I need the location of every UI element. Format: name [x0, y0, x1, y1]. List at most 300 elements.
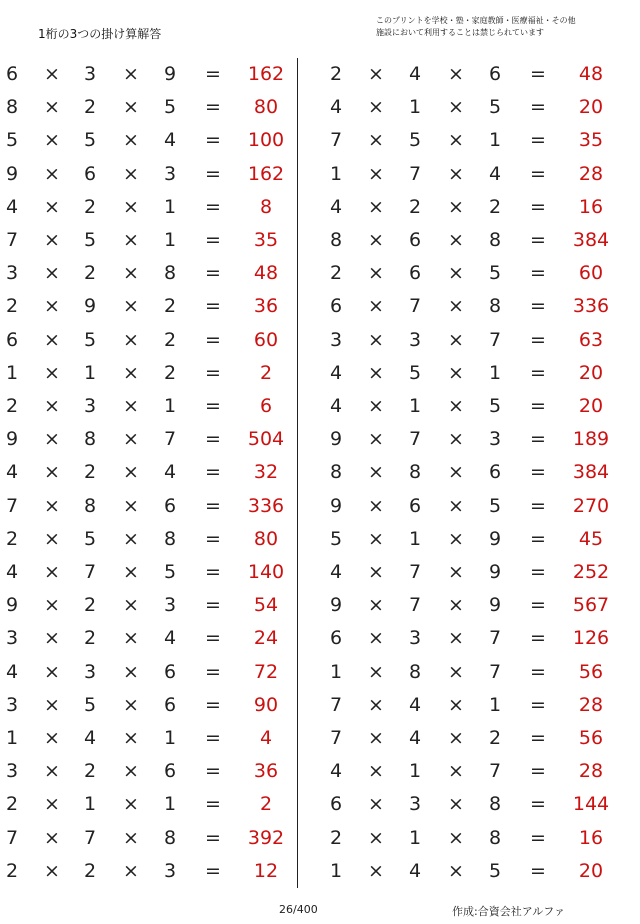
equals-sign: = [530, 96, 546, 119]
operand-c: 7 [489, 328, 502, 351]
operand-c: 9 [489, 561, 502, 583]
multiply-sign: × [44, 428, 60, 451]
operand-c: 7 [164, 428, 177, 451]
answer: 56 [578, 727, 604, 749]
answer: 384 [572, 461, 610, 484]
operand-b: 3 [84, 395, 97, 417]
multiply-sign: × [368, 162, 384, 185]
equals-sign: = [530, 594, 546, 617]
equals-sign: = [530, 162, 546, 185]
answer: 80 [253, 527, 279, 550]
answer: 2 [259, 793, 273, 816]
multiply-sign: × [368, 693, 384, 716]
operand-a: 4 [330, 395, 343, 417]
equals-sign: = [205, 727, 221, 749]
operand-b: 5 [84, 693, 97, 716]
multiply-sign: × [368, 395, 384, 417]
multiply-sign: × [448, 63, 464, 85]
answer: 384 [572, 229, 610, 251]
answer: 12 [253, 859, 279, 882]
operand-c: 3 [164, 859, 177, 882]
equals-sign: = [205, 561, 221, 583]
multiply-sign: × [368, 428, 384, 451]
operand-c: 1 [489, 129, 502, 152]
problem-row [0, 390, 640, 423]
multiply-sign: × [123, 826, 139, 849]
operand-c: 4 [164, 627, 177, 650]
operand-c: 5 [489, 395, 502, 417]
equals-sign: = [530, 494, 546, 517]
equals-sign: = [205, 96, 221, 119]
problem-row [0, 822, 640, 855]
operand-a: 3 [330, 328, 343, 351]
operand-c: 3 [489, 428, 502, 451]
answer: 35 [253, 229, 279, 251]
usage-notice-line-2: 施設において利用することは禁じられています [376, 28, 544, 37]
multiply-sign: × [448, 461, 464, 484]
multiply-sign: × [123, 660, 139, 683]
answer: 16 [578, 195, 604, 218]
multiply-sign: × [368, 262, 384, 285]
operand-a: 6 [6, 328, 19, 351]
problem-row [0, 622, 640, 655]
operand-c: 8 [489, 826, 502, 849]
multiply-sign: × [123, 494, 139, 517]
multiply-sign: × [123, 295, 139, 318]
operand-c: 5 [489, 494, 502, 517]
answer: 567 [572, 594, 610, 617]
operand-c: 4 [164, 129, 177, 152]
operand-a: 4 [6, 461, 19, 484]
multiply-sign: × [448, 627, 464, 650]
operand-a: 7 [330, 727, 343, 749]
operand-c: 8 [164, 826, 177, 849]
operand-c: 5 [489, 859, 502, 882]
multiply-sign: × [44, 627, 60, 650]
equals-sign: = [205, 693, 221, 716]
operand-c: 3 [164, 162, 177, 185]
operand-b: 1 [409, 395, 422, 417]
equals-sign: = [530, 63, 546, 85]
multiply-sign: × [44, 826, 60, 849]
operand-a: 2 [6, 395, 19, 417]
multiply-sign: × [448, 826, 464, 849]
equals-sign: = [530, 527, 546, 550]
operand-c: 5 [489, 262, 502, 285]
multiply-sign: × [123, 328, 139, 351]
equals-sign: = [205, 262, 221, 285]
multiply-sign: × [448, 527, 464, 550]
multiply-sign: × [123, 63, 139, 85]
operand-c: 6 [164, 693, 177, 716]
worksheet-title: 1桁の3つの掛け算解答 [38, 27, 162, 41]
operand-a: 9 [6, 428, 19, 451]
answer: 28 [578, 760, 604, 783]
problem-row [0, 656, 640, 689]
operand-b: 3 [409, 627, 422, 650]
operand-a: 3 [6, 693, 19, 716]
multiply-sign: × [368, 229, 384, 251]
operand-a: 6 [330, 295, 343, 318]
operand-a: 6 [6, 63, 19, 85]
answer: 126 [572, 627, 610, 650]
operand-c: 6 [489, 63, 502, 85]
multiply-sign: × [368, 361, 384, 384]
operand-c: 1 [164, 793, 177, 816]
equals-sign: = [530, 727, 546, 749]
multiply-sign: × [44, 859, 60, 882]
operand-b: 7 [409, 428, 422, 451]
operand-c: 5 [164, 96, 177, 119]
operand-b: 6 [409, 229, 422, 251]
multiply-sign: × [123, 96, 139, 119]
operand-b: 7 [409, 162, 422, 185]
multiply-sign: × [123, 428, 139, 451]
problem-row [0, 855, 640, 888]
multiply-sign: × [123, 229, 139, 251]
answer: 24 [253, 627, 279, 650]
operand-a: 1 [6, 361, 19, 384]
multiply-sign: × [123, 461, 139, 484]
operand-c: 2 [164, 361, 177, 384]
operand-b: 2 [84, 859, 97, 882]
multiply-sign: × [44, 527, 60, 550]
operand-a: 2 [6, 859, 19, 882]
operand-c: 7 [489, 660, 502, 683]
multiply-sign: × [123, 727, 139, 749]
operand-c: 2 [164, 295, 177, 318]
problem-row [0, 755, 640, 788]
multiply-sign: × [368, 63, 384, 85]
multiply-sign: × [448, 660, 464, 683]
operand-a: 3 [6, 760, 19, 783]
operand-b: 7 [409, 295, 422, 318]
operand-c: 7 [489, 627, 502, 650]
answer: 36 [253, 760, 279, 783]
operand-c: 2 [164, 328, 177, 351]
equals-sign: = [530, 295, 546, 318]
answer: 35 [578, 129, 604, 152]
operand-b: 2 [409, 195, 422, 218]
operand-c: 8 [489, 793, 502, 816]
operand-b: 1 [409, 760, 422, 783]
operand-b: 5 [84, 527, 97, 550]
operand-b: 2 [84, 760, 97, 783]
problem-row [0, 556, 640, 589]
operand-b: 1 [409, 826, 422, 849]
operand-c: 8 [164, 262, 177, 285]
multiply-sign: × [448, 195, 464, 218]
operand-b: 4 [409, 693, 422, 716]
operand-b: 4 [409, 63, 422, 85]
operand-c: 1 [489, 693, 502, 716]
problem-row [0, 91, 640, 124]
usage-notice [376, 15, 576, 39]
multiply-sign: × [448, 395, 464, 417]
answer: 60 [253, 328, 279, 351]
equals-sign: = [530, 693, 546, 716]
equals-sign: = [205, 162, 221, 185]
operand-a: 4 [330, 361, 343, 384]
operand-a: 3 [6, 262, 19, 285]
operand-c: 8 [489, 295, 502, 318]
equals-sign: = [530, 859, 546, 882]
answer: 504 [247, 428, 285, 451]
multiply-sign: × [44, 594, 60, 617]
operand-b: 6 [409, 262, 422, 285]
multiply-sign: × [368, 96, 384, 119]
answer: 72 [253, 660, 279, 683]
operand-b: 5 [84, 328, 97, 351]
multiply-sign: × [123, 395, 139, 417]
operand-c: 8 [164, 527, 177, 550]
author-credit: 作成:合資会社アルファ [452, 905, 566, 918]
operand-a: 9 [6, 594, 19, 617]
equals-sign: = [205, 594, 221, 617]
multiply-sign: × [368, 527, 384, 550]
equals-sign: = [205, 328, 221, 351]
page-number: 26/400 [279, 903, 318, 916]
answer: 60 [578, 262, 604, 285]
operand-a: 2 [330, 262, 343, 285]
multiply-sign: × [368, 594, 384, 617]
operand-b: 5 [84, 229, 97, 251]
multiply-sign: × [123, 195, 139, 218]
equals-sign: = [530, 627, 546, 650]
answer: 100 [247, 129, 285, 152]
multiply-sign: × [44, 295, 60, 318]
operand-c: 2 [489, 195, 502, 218]
equals-sign: = [205, 627, 221, 650]
operand-b: 9 [84, 295, 97, 318]
answer: 252 [572, 561, 610, 583]
answer: 56 [578, 660, 604, 683]
answer: 336 [247, 494, 285, 517]
equals-sign: = [530, 262, 546, 285]
multiply-sign: × [123, 162, 139, 185]
multiply-sign: × [123, 627, 139, 650]
operand-b: 2 [84, 594, 97, 617]
answer: 36 [253, 295, 279, 318]
operand-a: 7 [6, 229, 19, 251]
operand-a: 2 [6, 295, 19, 318]
answer: 32 [253, 461, 279, 484]
equals-sign: = [205, 428, 221, 451]
equals-sign: = [530, 129, 546, 152]
equals-sign: = [205, 361, 221, 384]
operand-c: 5 [164, 561, 177, 583]
multiply-sign: × [448, 361, 464, 384]
answer: 54 [253, 594, 279, 617]
answer: 28 [578, 162, 604, 185]
equals-sign: = [205, 826, 221, 849]
operand-c: 7 [489, 760, 502, 783]
problem-row [0, 191, 640, 224]
multiply-sign: × [44, 561, 60, 583]
multiply-sign: × [368, 826, 384, 849]
operand-a: 1 [330, 162, 343, 185]
multiply-sign: × [448, 96, 464, 119]
problem-row [0, 224, 640, 257]
equals-sign: = [205, 229, 221, 251]
multiply-sign: × [44, 461, 60, 484]
answer: 28 [578, 693, 604, 716]
multiply-sign: × [44, 96, 60, 119]
operand-a: 4 [330, 760, 343, 783]
multiply-sign: × [448, 693, 464, 716]
operand-b: 1 [84, 361, 97, 384]
multiply-sign: × [44, 229, 60, 251]
problem-row [0, 324, 640, 357]
operand-c: 6 [489, 461, 502, 484]
multiply-sign: × [123, 793, 139, 816]
operand-c: 6 [164, 660, 177, 683]
multiply-sign: × [123, 561, 139, 583]
problem-row [0, 689, 640, 722]
operand-c: 9 [489, 527, 502, 550]
equals-sign: = [530, 561, 546, 583]
operand-a: 1 [330, 660, 343, 683]
equals-sign: = [530, 461, 546, 484]
multiply-sign: × [44, 793, 60, 816]
operand-c: 9 [489, 594, 502, 617]
operand-c: 3 [164, 594, 177, 617]
equals-sign: = [530, 428, 546, 451]
operand-a: 4 [330, 561, 343, 583]
equals-sign: = [205, 295, 221, 318]
multiply-sign: × [44, 195, 60, 218]
operand-a: 7 [6, 494, 19, 517]
operand-b: 1 [409, 527, 422, 550]
multiply-sign: × [44, 760, 60, 783]
equals-sign: = [530, 660, 546, 683]
equals-sign: = [530, 826, 546, 849]
multiply-sign: × [448, 428, 464, 451]
multiply-sign: × [368, 793, 384, 816]
multiply-sign: × [448, 262, 464, 285]
multiply-sign: × [368, 760, 384, 783]
multiply-sign: × [44, 660, 60, 683]
equals-sign: = [205, 63, 221, 85]
operand-a: 9 [330, 428, 343, 451]
operand-a: 8 [6, 96, 19, 119]
operand-b: 8 [84, 494, 97, 517]
multiply-sign: × [448, 561, 464, 583]
multiply-sign: × [44, 129, 60, 152]
operand-b: 3 [409, 328, 422, 351]
equals-sign: = [205, 494, 221, 517]
operand-a: 1 [6, 727, 19, 749]
multiply-sign: × [123, 693, 139, 716]
operand-b: 5 [409, 361, 422, 384]
operand-a: 4 [330, 96, 343, 119]
problem-row [0, 124, 640, 157]
operand-b: 4 [409, 727, 422, 749]
operand-c: 8 [489, 229, 502, 251]
answer: 270 [572, 494, 610, 517]
operand-c: 1 [164, 395, 177, 417]
multiply-sign: × [44, 693, 60, 716]
operand-a: 7 [330, 129, 343, 152]
operand-a: 4 [6, 561, 19, 583]
multiply-sign: × [123, 760, 139, 783]
multiply-sign: × [368, 295, 384, 318]
answer: 20 [578, 361, 604, 384]
equals-sign: = [530, 395, 546, 417]
operand-a: 2 [6, 527, 19, 550]
multiply-sign: × [123, 594, 139, 617]
multiply-sign: × [44, 162, 60, 185]
operand-c: 1 [164, 195, 177, 218]
multiply-sign: × [123, 262, 139, 285]
problem-row [0, 290, 640, 323]
problem-row [0, 788, 640, 821]
equals-sign: = [205, 527, 221, 550]
problem-row [0, 523, 640, 556]
multiply-sign: × [368, 727, 384, 749]
multiply-sign: × [123, 527, 139, 550]
operand-b: 1 [409, 96, 422, 119]
answer: 8 [259, 195, 273, 218]
problem-row [0, 357, 640, 390]
operand-c: 1 [489, 361, 502, 384]
equals-sign: = [205, 793, 221, 816]
operand-b: 8 [409, 461, 422, 484]
operand-a: 9 [330, 594, 343, 617]
multiply-sign: × [448, 494, 464, 517]
answer: 63 [578, 328, 604, 351]
operand-b: 4 [409, 859, 422, 882]
operand-b: 7 [409, 594, 422, 617]
operand-a: 8 [330, 229, 343, 251]
operand-c: 4 [489, 162, 502, 185]
multiply-sign: × [44, 395, 60, 417]
answer: 6 [259, 395, 273, 417]
answer: 2 [259, 361, 273, 384]
answer: 48 [253, 262, 279, 285]
equals-sign: = [530, 361, 546, 384]
multiply-sign: × [368, 494, 384, 517]
answer: 20 [578, 395, 604, 417]
multiply-sign: × [368, 195, 384, 218]
operand-b: 3 [84, 660, 97, 683]
multiply-sign: × [368, 461, 384, 484]
operand-c: 9 [164, 63, 177, 85]
problem-row [0, 158, 640, 191]
multiply-sign: × [368, 328, 384, 351]
answer: 140 [247, 561, 285, 583]
operand-a: 9 [6, 162, 19, 185]
operand-a: 4 [330, 195, 343, 218]
operand-c: 4 [164, 461, 177, 484]
multiply-sign: × [368, 561, 384, 583]
equals-sign: = [530, 195, 546, 218]
multiply-sign: × [123, 361, 139, 384]
operand-a: 5 [330, 527, 343, 550]
answer: 16 [578, 826, 604, 849]
operand-b: 2 [84, 461, 97, 484]
multiply-sign: × [123, 859, 139, 882]
equals-sign: = [205, 859, 221, 882]
answer: 48 [578, 63, 604, 85]
operand-b: 2 [84, 627, 97, 650]
operand-c: 5 [489, 96, 502, 119]
answer: 20 [578, 96, 604, 119]
operand-c: 1 [164, 229, 177, 251]
multiply-sign: × [448, 760, 464, 783]
problem-row [0, 456, 640, 489]
operand-b: 1 [84, 793, 97, 816]
